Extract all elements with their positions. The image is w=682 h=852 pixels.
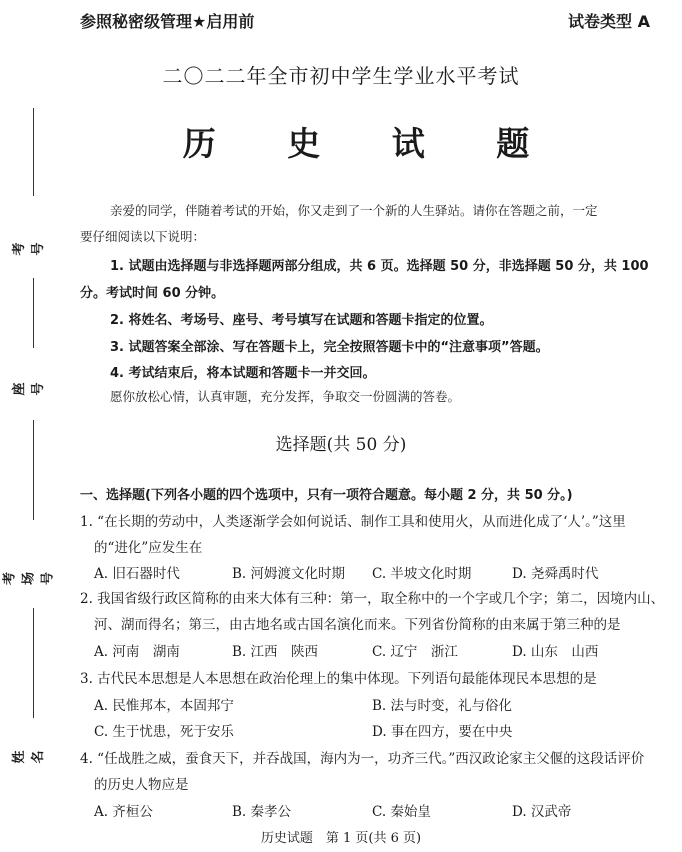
question-3-stem-line1: 3. 古代民本思想是人本思想在政治伦理上的集中体现。下列语句最能体现民本思想的是 [80, 671, 597, 687]
question-2-option-d: D. 山东 山西 [512, 644, 599, 660]
note-3: 3. 试题答案全部涂、写在答题卡上，完全按照答题卡中的“注意事项”答题。 [110, 340, 549, 355]
question-3-option-b: B. 法与时变，礼与俗化 [372, 698, 513, 714]
intro-greeting-line2: 要仔细阅读以下说明： [80, 229, 206, 244]
question-1-option-c: C. 半坡文化时期 [372, 566, 472, 582]
note-1-line2: 分。考试时间 60 分钟。 [80, 286, 225, 301]
question-1-stem-line1: 1. “在长期的劳动中，人类逐渐学会如何说话、制作工具和使用火，从而进化成了‘人’。”这里 [80, 514, 626, 530]
question-4-stem-line2: 的历史人物应是 [94, 777, 189, 793]
question-3-option-c: C. 生于忧患，死于安乐 [94, 724, 234, 740]
question-1-option-a: A. 旧石器时代 [94, 566, 180, 582]
binding-line [33, 278, 34, 348]
side-label-seat-number: 座号 [12, 382, 46, 396]
question-3-option-a: A. 民惟邦本，本固邦宁 [94, 698, 234, 714]
question-4-option-d: D. 汉武帝 [512, 804, 572, 820]
part-heading: 一、选择题(下列各小题的四个选项中，只有一项符合题意。每小题 2 分，共 50 分。) [80, 488, 573, 503]
page-footer: 历史试题 第 1 页(共 6 页) [260, 831, 422, 846]
question-2-stem-line2: 河、湖而得名；第三，由古地名或古国名演化而来。下列省份简称的由来属于第三种的是 [94, 617, 621, 633]
paper-type-label: 试卷类型 A [568, 12, 650, 31]
side-label-exam-number: 考号 [12, 242, 46, 256]
question-4-option-c: C. 秦始皇 [372, 804, 431, 820]
binding-line [33, 608, 34, 718]
exam-title: 二〇二二年全市初中学生学业水平考试 [162, 64, 520, 88]
note-2: 2. 将姓名、考场号、座号、考号填写在试题和答题卡指定的位置。 [110, 313, 493, 328]
question-1-option-d: D. 尧舜禹时代 [512, 566, 599, 582]
intro-wish: 愿你放松心情，认真审题，充分发挥，争取交一份圆满的答卷。 [110, 389, 461, 404]
side-label-exam-room: 考场号 [2, 572, 56, 586]
question-2-option-b: B. 江西 陕西 [232, 644, 319, 660]
note-1-line1: 1. 试题由选择题与非选择题两部分组成，共 6 页。选择题 50 分，非选择题 50 分，共 100 [110, 259, 649, 274]
question-2-option-c: C. 辽宁 浙江 [372, 644, 458, 660]
note-4: 4. 考试结束后，将本试题和答题卡一并交回。 [110, 366, 376, 381]
question-2-stem-line1: 2. 我国省级行政区简称的由来大体有三种：第一，取全称中的一个字或几个字；第二，因境内山、 [80, 591, 665, 607]
question-4-stem-line1: 4. “任战胜之威，蚕食天下，并吞战国，海内为一，功齐三代。”西汉政论家主父偃的这段话评价 [80, 751, 645, 767]
binding-line [33, 108, 34, 196]
question-1-stem-line2: 的“进化”应发生在 [94, 540, 203, 556]
subject-title: 历 史 试 题 [182, 124, 560, 163]
section-title: 选择题(共 50 分) [275, 435, 407, 455]
intro-greeting-line1: 亲爱的同学，伴随着考试的开始，你又走到了一个新的人生驿站。请你在答题之前，一定 [110, 203, 598, 218]
question-2-option-a: A. 河南 湖南 [94, 644, 180, 660]
question-3-option-d: D. 事在四方，要在中央 [372, 724, 513, 740]
side-label-name: 姓名 [12, 750, 46, 764]
question-1-option-b: B. 河姆渡文化时期 [232, 566, 346, 582]
question-4-option-b: B. 秦孝公 [232, 804, 292, 820]
secrecy-label: 参照秘密级管理★启用前 [80, 12, 255, 31]
question-4-option-a: A. 齐桓公 [94, 804, 153, 820]
